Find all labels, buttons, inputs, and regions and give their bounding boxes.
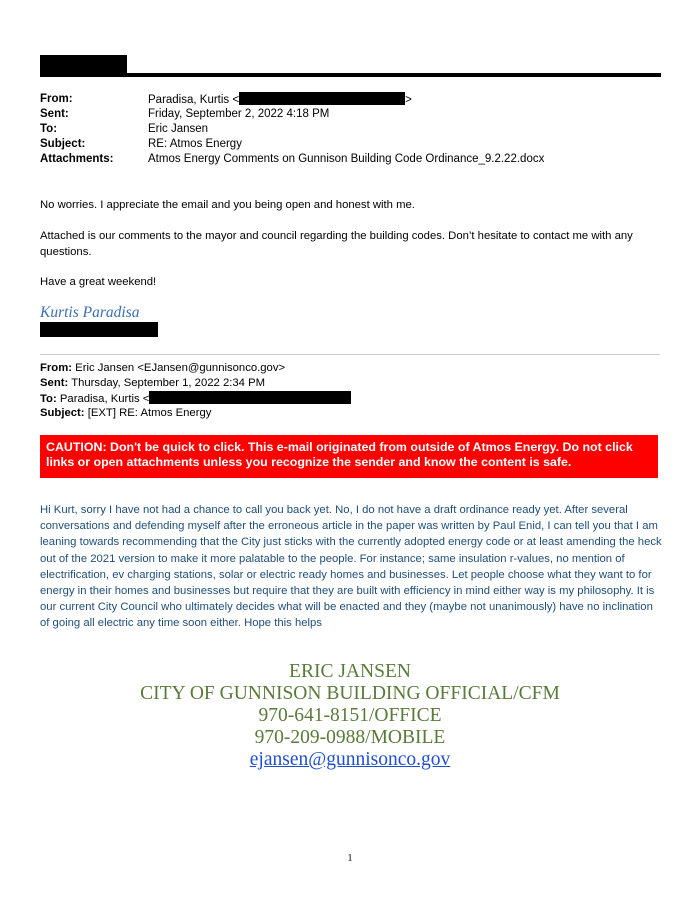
forwarded-from [40,361,285,376]
signature-name: ERIC JANSEN [289,661,411,682]
attachment-link[interactable]: Atmos Energy Comments on Gunnison Building Code Ordinance_9.2.22.docx [148,153,545,165]
from-value [148,92,412,108]
forwarded-subject-value: [EXT] RE: Atmos Energy [87,407,212,419]
sent-value: Friday, September 2, 2022 4:18 PM [148,108,330,120]
signature-email-row [0,749,700,771]
redaction-box [40,322,158,337]
forwarded-to-value: Paradisa, Kurtis < [59,393,150,405]
redaction-box [149,391,351,404]
body-paragraph: Have a great weekend! [40,276,157,288]
signature-email-link[interactable]: ejansen@gunnisonco.gov [249,749,451,770]
attachments-label: Attachments: [40,153,114,165]
to-value: Eric Jansen [148,123,209,135]
from-end: > [405,94,412,106]
to-label: To: [40,123,58,135]
signature-office-phone: 970-641-8151/OFFICE [258,705,442,726]
body-paragraph: Attached is our comments to the mayor and council regarding the building codes. Don’t hesitate to contact me with any questions. [40,230,633,258]
signature-mobile-phone: 970-209-0988/MOBILE [254,727,446,748]
forwarded-subject-label: Subject: [40,407,85,419]
forwarded-to-label: To: [40,393,57,405]
redaction-box [239,92,405,105]
reply-body: Hi Kurt, sorry I have not had a chance to call you back yet. No, I do not have a draft ordinance ready yet. After several conversations and defending myself after the erroneous article in the paper was written by Paul Enid, I can tell you that I am leaning towards recommending that the City just sticks with the currently adopted energy code or at least amending the heck out of the 2021 version to make it more palatable to the people. For instance; same insulation r-values, no mention of electrification, ev charging stations, solar or electric ready homes and businesses. Let people choose what they want to for energy in their homes and businesses but require that they are built with efficiency in mind either way is my philosophy. It is our current City Council who ultimately decides what will be enacted and they (maybe not unanimously) have no inclination of going all electric any time soon either. Hope this helps [40,504,662,630]
email-header [40,92,660,172]
forwarded-from-value: Eric Jansen <EJansen@gunnisonco.gov> [75,362,286,374]
forwarded-sent-value: Thursday, September 1, 2022 2:34 PM [71,377,266,389]
forwarded-subject [40,406,211,421]
caution-banner: CAUTION: Don't be quick to click. This e-mail originated from outside of Atmos Energy. Do not click links or open attachments unless you recognize the sender and know the content is safe. [40,435,658,478]
header-divider [40,73,661,77]
forwarded-to [40,391,351,407]
message-divider [40,354,660,355]
signature-title: CITY OF GUNNISON BUILDING OFFICIAL/CFM [140,683,560,704]
subject-value: RE: Atmos Energy [148,138,242,150]
sender-signature: Kurtis Paradisa [40,304,140,321]
redaction-box [40,55,127,75]
forwarded-sent-label: Sent: [40,377,69,389]
forwarded-sent [40,376,265,391]
subject-label: Subject: [40,138,86,150]
from-name: Paradisa, Kurtis < [148,94,240,106]
forwarded-from-label: From: [40,362,73,374]
page-number: 1 [347,853,353,864]
from-label: From: [40,93,73,105]
sent-label: Sent: [40,108,69,120]
body-paragraph: No worries. I appreciate the email and you being open and honest with me. [40,199,415,211]
